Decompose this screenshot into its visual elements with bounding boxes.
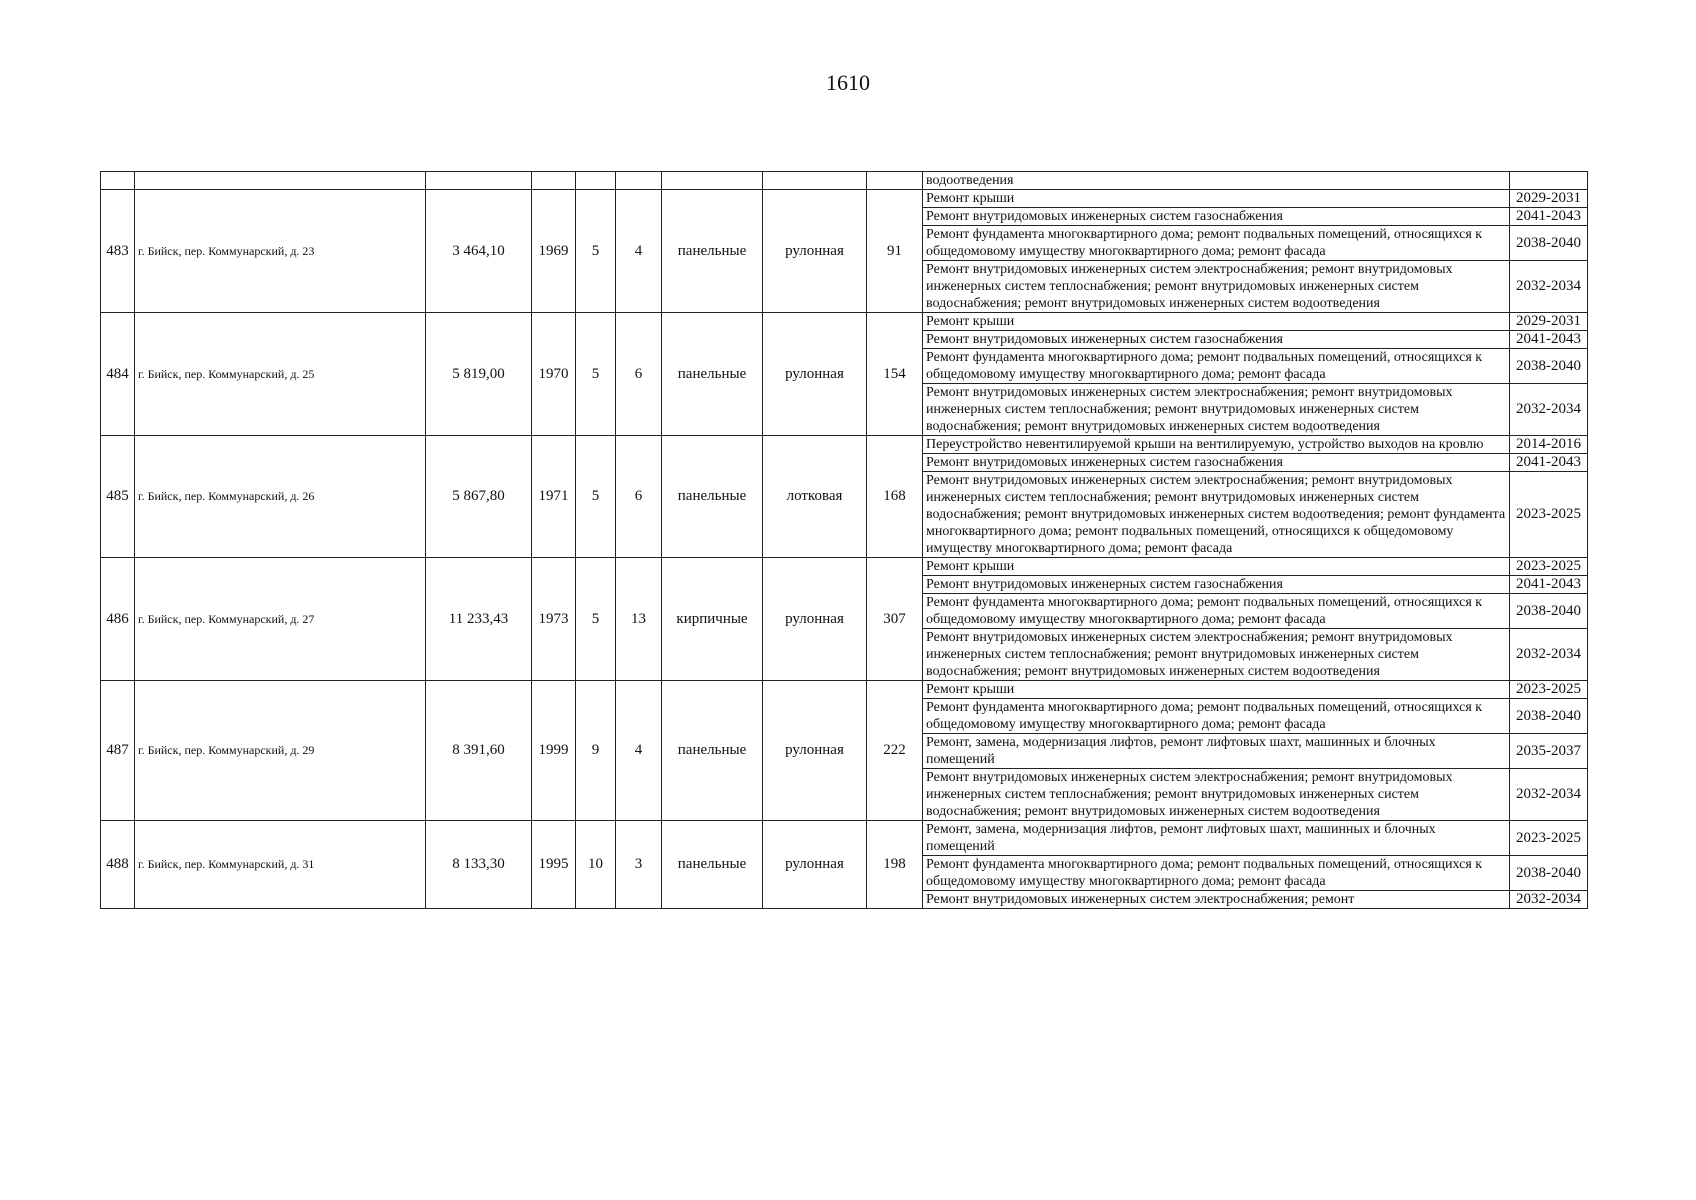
building-area: 5 819,00	[426, 313, 532, 436]
row-number: 486	[101, 558, 135, 681]
work-description: Ремонт внутридомовых инженерных систем электроснабжения; ремонт внутридомовых инженерных систем теплоснабжения; ремонт внутридомовых инженерных систем водоснабжения; ремонт внутридомовых инженерных систем водоотведения	[923, 384, 1510, 436]
wall-material: панельные	[662, 436, 763, 558]
wall-material: панельные	[662, 821, 763, 909]
work-period: 2038-2040	[1510, 594, 1588, 629]
work-period: 2038-2040	[1510, 699, 1588, 734]
work-period: 2032-2034	[1510, 769, 1588, 821]
work-period: 2032-2034	[1510, 891, 1588, 909]
row-number: 485	[101, 436, 135, 558]
work-description: Ремонт внутридомовых инженерных систем газоснабжения	[923, 576, 1510, 594]
build-year: 1973	[532, 558, 576, 681]
roof-type: рулонная	[763, 821, 867, 909]
work-period: 2035-2037	[1510, 734, 1588, 769]
work-description: Ремонт крыши	[923, 190, 1510, 208]
roof-type: рулонная	[763, 190, 867, 313]
entrance-count: 3	[616, 821, 662, 909]
work-description: Ремонт внутридомовых инженерных систем электроснабжения; ремонт внутридомовых инженерных систем теплоснабжения; ремонт внутридомовых инженерных систем водоснабжения; ремонт внутридомовых инженерных систем водоотведения; ремонт фундамента многоквартирного дома; ремонт подвальных помещений, относящихся к общедомовому имуществу многоквартирного дома; ремонт фасада	[923, 472, 1510, 558]
work-period: 2041-2043	[1510, 454, 1588, 472]
work-period: 2041-2043	[1510, 331, 1588, 349]
work-description: Ремонт внутридомовых инженерных систем электроснабжения; ремонт внутридомовых инженерных систем теплоснабжения; ремонт внутридомовых инженерных систем водоснабжения; ремонт внутридомовых инженерных систем водоотведения	[923, 629, 1510, 681]
build-year: 1969	[532, 190, 576, 313]
work-description: Ремонт фундамента многоквартирного дома; ремонт подвальных помещений, относящихся к общедомовому имуществу многоквартирного дома; ремонт фасада	[923, 226, 1510, 261]
work-description: Ремонт крыши	[923, 681, 1510, 699]
roof-type: рулонная	[763, 313, 867, 436]
empty-cell	[101, 172, 135, 190]
build-year: 1995	[532, 821, 576, 909]
work-period: 2032-2034	[1510, 629, 1588, 681]
entrance-count: 6	[616, 436, 662, 558]
wall-material: панельные	[662, 681, 763, 821]
roof-type: рулонная	[763, 558, 867, 681]
resident-count: 168	[867, 436, 923, 558]
work-description: Ремонт внутридомовых инженерных систем газоснабжения	[923, 208, 1510, 226]
continuation-row	[101, 172, 1588, 190]
floor-count: 5	[576, 313, 616, 436]
empty-cell	[867, 172, 923, 190]
work-period: 2023-2025	[1510, 681, 1588, 699]
work-description: Ремонт, замена, модернизация лифтов, ремонт лифтовых шахт, машинных и блочных помещений	[923, 821, 1510, 856]
table-row	[101, 681, 1588, 699]
building-area: 8 391,60	[426, 681, 532, 821]
work-period: 2032-2034	[1510, 384, 1588, 436]
work-period: 2014-2016	[1510, 436, 1588, 454]
work-description: Ремонт внутридомовых инженерных систем электроснабжения; ремонт	[923, 891, 1510, 909]
building-address: г. Бийск, пер. Коммунарский, д. 23	[135, 190, 426, 313]
empty-cell	[426, 172, 532, 190]
work-period: 2029-2031	[1510, 313, 1588, 331]
work-description: водоотведения	[923, 172, 1510, 190]
empty-cell	[616, 172, 662, 190]
work-period: 2032-2034	[1510, 261, 1588, 313]
work-description: Ремонт фундамента многоквартирного дома; ремонт подвальных помещений, относящихся к общедомовому имуществу многоквартирного дома; ремонт фасада	[923, 594, 1510, 629]
work-description: Ремонт крыши	[923, 558, 1510, 576]
roof-type: лотковая	[763, 436, 867, 558]
empty-cell	[135, 172, 426, 190]
work-period: 2038-2040	[1510, 349, 1588, 384]
floor-count: 5	[576, 190, 616, 313]
row-number: 483	[101, 190, 135, 313]
entrance-count: 4	[616, 190, 662, 313]
work-period: 2029-2031	[1510, 190, 1588, 208]
work-description: Ремонт внутридомовых инженерных систем газоснабжения	[923, 331, 1510, 349]
page-number: 1610	[826, 70, 870, 95]
wall-material: панельные	[662, 190, 763, 313]
resident-count: 154	[867, 313, 923, 436]
work-description: Ремонт фундамента многоквартирного дома; ремонт подвальных помещений, относящихся к общедомовому имуществу многоквартирного дома; ремонт фасада	[923, 856, 1510, 891]
work-period: 2038-2040	[1510, 856, 1588, 891]
table-row	[101, 558, 1588, 576]
building-area: 11 233,43	[426, 558, 532, 681]
work-description: Переустройство невентилируемой крыши на вентилируемую, устройство выходов на кровлю	[923, 436, 1510, 454]
work-description: Ремонт фундамента многоквартирного дома; ремонт подвальных помещений, относящихся к общедомовому имуществу многоквартирного дома; ремонт фасада	[923, 349, 1510, 384]
table-row	[101, 313, 1588, 331]
building-address: г. Бийск, пер. Коммунарский, д. 27	[135, 558, 426, 681]
work-period	[1510, 172, 1588, 190]
roof-type: рулонная	[763, 681, 867, 821]
row-number: 487	[101, 681, 135, 821]
work-description: Ремонт внутридомовых инженерных систем газоснабжения	[923, 454, 1510, 472]
build-year: 1970	[532, 313, 576, 436]
work-description: Ремонт крыши	[923, 313, 1510, 331]
capital-repair-table	[100, 171, 1588, 909]
table-row	[101, 190, 1588, 208]
empty-cell	[576, 172, 616, 190]
work-description: Ремонт внутридомовых инженерных систем электроснабжения; ремонт внутридомовых инженерных систем теплоснабжения; ремонт внутридомовых инженерных систем водоснабжения; ремонт внутридомовых инженерных систем водоотведения	[923, 769, 1510, 821]
work-period: 2023-2025	[1510, 821, 1588, 856]
work-period: 2023-2025	[1510, 472, 1588, 558]
building-address: г. Бийск, пер. Коммунарский, д. 25	[135, 313, 426, 436]
build-year: 1999	[532, 681, 576, 821]
resident-count: 198	[867, 821, 923, 909]
building-address: г. Бийск, пер. Коммунарский, д. 31	[135, 821, 426, 909]
empty-cell	[763, 172, 867, 190]
table-row	[101, 436, 1588, 454]
floor-count: 5	[576, 558, 616, 681]
wall-material: кирпичные	[662, 558, 763, 681]
floor-count: 9	[576, 681, 616, 821]
resident-count: 222	[867, 681, 923, 821]
work-period: 2023-2025	[1510, 558, 1588, 576]
resident-count: 307	[867, 558, 923, 681]
entrance-count: 6	[616, 313, 662, 436]
building-area: 3 464,10	[426, 190, 532, 313]
building-address: г. Бийск, пер. Коммунарский, д. 26	[135, 436, 426, 558]
floor-count: 10	[576, 821, 616, 909]
building-area: 8 133,30	[426, 821, 532, 909]
row-number: 488	[101, 821, 135, 909]
empty-cell	[532, 172, 576, 190]
work-period: 2038-2040	[1510, 226, 1588, 261]
resident-count: 91	[867, 190, 923, 313]
table-row	[101, 821, 1588, 856]
work-description: Ремонт фундамента многоквартирного дома; ремонт подвальных помещений, относящихся к общедомовому имуществу многоквартирного дома; ремонт фасада	[923, 699, 1510, 734]
work-period: 2041-2043	[1510, 576, 1588, 594]
building-area: 5 867,80	[426, 436, 532, 558]
floor-count: 5	[576, 436, 616, 558]
building-address: г. Бийск, пер. Коммунарский, д. 29	[135, 681, 426, 821]
wall-material: панельные	[662, 313, 763, 436]
entrance-count: 13	[616, 558, 662, 681]
entrance-count: 4	[616, 681, 662, 821]
work-description: Ремонт внутридомовых инженерных систем электроснабжения; ремонт внутридомовых инженерных систем теплоснабжения; ремонт внутридомовых инженерных систем водоснабжения; ремонт внутридомовых инженерных систем водоотведения	[923, 261, 1510, 313]
empty-cell	[662, 172, 763, 190]
work-description: Ремонт, замена, модернизация лифтов, ремонт лифтовых шахт, машинных и блочных помещений	[923, 734, 1510, 769]
build-year: 1971	[532, 436, 576, 558]
row-number: 484	[101, 313, 135, 436]
work-period: 2041-2043	[1510, 208, 1588, 226]
